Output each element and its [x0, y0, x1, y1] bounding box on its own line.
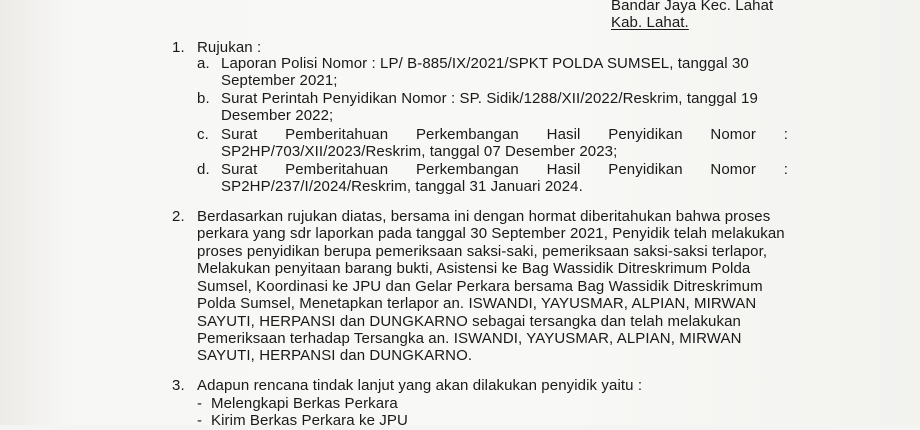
sub-b-line-2: Desember 2022;: [221, 107, 334, 124]
sub-d-letter: d.: [197, 161, 210, 178]
sub-a-line-1: Laporan Polisi Nomor : LP/ B-885/IX/2021/SPKT POLDA SUMSEL, tanggal 30: [221, 55, 749, 72]
sub-c-word: Nomor: [710, 126, 756, 143]
sub-d-line-2: SP2HP/237/I/2024/Reskrim, tanggal 31 Januari 2024.: [221, 178, 583, 195]
address-line-2: Kab. Lahat.: [611, 14, 689, 31]
sub-d-word: Hasil: [546, 161, 581, 178]
item-2-number: 2.: [172, 208, 185, 225]
sub-c-line-2: SP2HP/703/XII/2023/Reskrim, tanggal 07 Desember 2023;: [221, 143, 618, 160]
address-line-1: Bandar Jaya Kec. Lahat: [611, 0, 774, 14]
sub-d-line-1: [221, 161, 788, 179]
item-1-number: 1.: [172, 39, 185, 56]
item-2-line-4: Melakukan penyitaan barang bukti, Asistensi ke Bag Wassidik Ditreskrimum Polda: [197, 260, 751, 277]
item-2-line-5: Sumsel, Koordinasi ke JPU dan Gelar Perkara bersama Bag Wassidik Ditreskrimum: [197, 278, 763, 295]
bullet-item-2: Kirim Berkas Perkara ke JPU: [211, 412, 408, 429]
sub-d-word: Pemberitahuan: [285, 161, 389, 178]
item-3-number: 3.: [172, 377, 185, 394]
sub-d-word: Surat: [221, 161, 258, 178]
bullet-item-1: Melengkapi Berkas Perkara: [211, 395, 398, 412]
item-2-line-2: perkara yang sdr laporkan pada tanggal 30 September 2021, Penyidik telah melakukan: [197, 225, 785, 242]
item-1-title: Rujukan :: [197, 39, 262, 56]
bullet-dash: -: [197, 395, 203, 412]
sub-c-letter: c.: [197, 126, 209, 143]
sub-c-word: Hasil: [546, 126, 581, 143]
sub-a-letter: a.: [197, 55, 210, 72]
item-2-line-8: Pemeriksaan terhadap Tersangka an. ISWANDI, YAYUSMAR, ALPIAN, MIRWAN: [197, 330, 742, 347]
sub-c-word: Surat: [221, 126, 258, 143]
sub-c-word: Penyidikan: [608, 126, 683, 143]
sub-c-word: :: [783, 126, 788, 143]
item-2-line-6: Polda Sumsel, Menetapkan terlapor an. ISWANDI, YAYUSMAR, ALPIAN, MIRWAN: [197, 295, 757, 312]
item-2-line-3: proses penyidikan berupa pemeriksaan saksi-saki, pemeriksaan saksi-saksi terlapor,: [197, 243, 768, 260]
item-2-line-9: SAYUTI, HERPANSI dan DUNGKARNO.: [197, 347, 473, 364]
sub-d-word: Penyidikan: [608, 161, 683, 178]
sub-c-line-1: [221, 126, 788, 144]
bullet-dash: -: [197, 412, 203, 429]
sub-d-word: :: [783, 161, 788, 178]
sub-b-line-1: Surat Perintah Penyidikan Nomor : SP. Sidik/1288/XII/2022/Reskrim, tanggal 19: [221, 90, 758, 107]
sub-b-letter: b.: [197, 90, 210, 107]
sub-d-word: Perkembangan: [415, 161, 519, 178]
item-2-line-7: SAYUTI, HERPANSI dan DUNGKARNO sebagai tersangka dan telah melakukan: [197, 313, 741, 330]
sub-a-line-2: September 2021;: [221, 72, 338, 89]
sub-c-word: Pemberitahuan: [285, 126, 389, 143]
item-3-title: Adapun rencana tindak lanjut yang akan dilakukan penyidik yaitu :: [197, 377, 643, 394]
item-2-line-1: Berdasarkan rujukan diatas, bersama ini dengan hormat diberitahukan bahwa proses: [197, 208, 771, 225]
sub-d-word: Nomor: [710, 161, 756, 178]
sub-c-word: Perkembangan: [415, 126, 519, 143]
